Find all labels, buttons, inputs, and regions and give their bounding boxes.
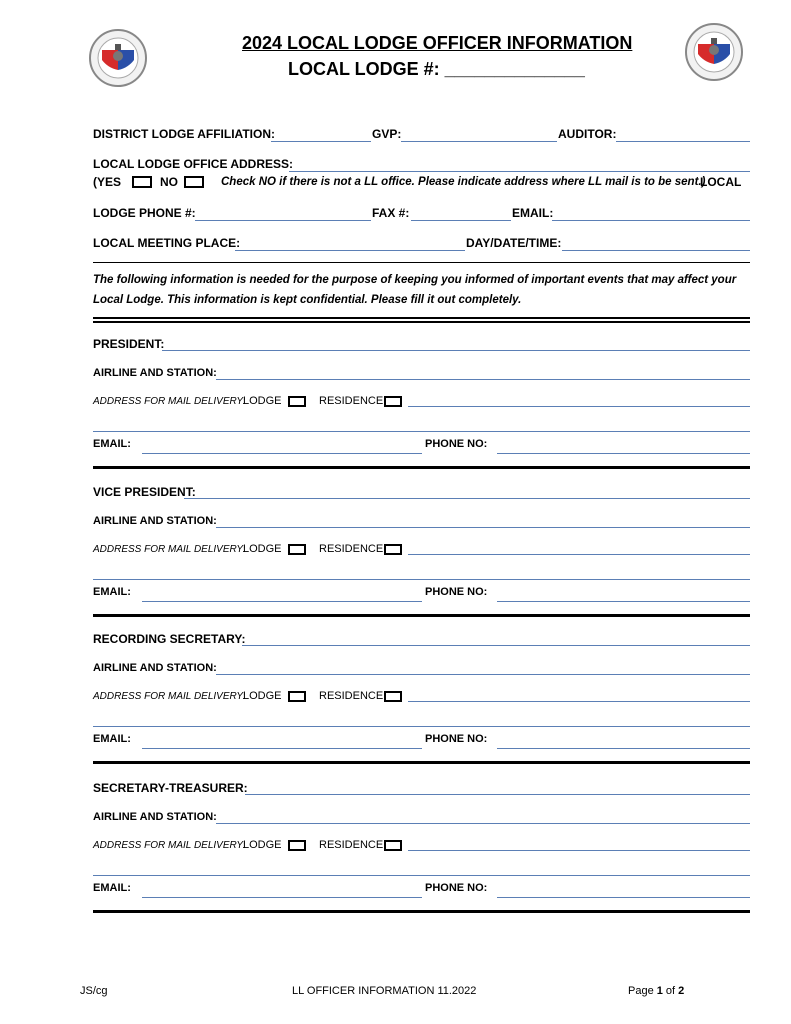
secretary-treasurer-lodge-label: LODGE: [243, 839, 282, 851]
district-lodge-field[interactable]: [271, 141, 371, 142]
recording-secretary-mail-address-field[interactable]: [408, 701, 750, 702]
recording-secretary-title-label: RECORDING SECRETARY:: [93, 632, 246, 646]
president-lodge-checkbox[interactable]: [288, 396, 306, 407]
recording-secretary-residence-label: RESIDENCE: [319, 690, 384, 702]
footer-document-name: LL OFFICER INFORMATION 11.2022: [292, 985, 477, 997]
recording-secretary-section-divider: [93, 761, 750, 764]
office-yes-checkbox[interactable]: [132, 176, 152, 188]
secretary-treasurer-mail-address-field[interactable]: [408, 850, 750, 851]
union-seal-logo-left: [88, 28, 148, 88]
recording-secretary-mail-label: ADDRESS FOR MAIL DELIVERY:: [93, 691, 246, 702]
vice-president-residence-label: RESIDENCE: [319, 543, 384, 555]
fax-label: FAX #:: [372, 206, 410, 220]
president-name-field[interactable]: [162, 350, 750, 351]
vice-president-lodge-checkbox[interactable]: [288, 544, 306, 555]
secretary-treasurer-email-field[interactable]: [142, 897, 422, 898]
secretary-treasurer-airline-field[interactable]: [216, 823, 750, 824]
vice-president-section-divider: [93, 614, 750, 617]
secretary-treasurer-phone-label: PHONE NO:: [425, 882, 488, 894]
form-title: 2024 LOCAL LODGE OFFICER INFORMATION: [242, 33, 633, 53]
recording-secretary-residence-checkbox[interactable]: [384, 691, 402, 702]
president-mail-address-field[interactable]: [408, 406, 750, 407]
vice-president-name-field[interactable]: [184, 498, 750, 499]
notice-top-rule: [93, 262, 750, 263]
recording-secretary-airline-field[interactable]: [216, 674, 750, 675]
auditor-label: AUDITOR:: [558, 127, 617, 141]
vice-president-email-label: EMAIL:: [93, 586, 131, 598]
vice-president-lodge-label: LODGE: [243, 543, 282, 555]
president-airline-field[interactable]: [216, 379, 750, 380]
lodge-email-label: EMAIL:: [512, 206, 554, 220]
office-note: Check NO if there is not a LL office. Please indicate address where LL mail is to be sent.): [221, 176, 706, 188]
office-address-label: LOCAL LODGE OFFICE ADDRESS:: [93, 157, 294, 171]
secretary-treasurer-title-label: SECRETARY-TREASURER:: [93, 781, 248, 795]
president-phone-label: PHONE NO:: [425, 438, 488, 450]
double-rule-lower: [93, 321, 750, 323]
vice-president-residence-checkbox[interactable]: [384, 544, 402, 555]
secretary-treasurer-residence-checkbox[interactable]: [384, 840, 402, 851]
secretary-treasurer-phone-field[interactable]: [497, 897, 750, 898]
recording-secretary-phone-label: PHONE NO:: [425, 733, 488, 745]
union-seal-logo-right: [684, 22, 744, 82]
secretary-treasurer-mail-label: ADDRESS FOR MAIL DELIVERY:: [93, 840, 246, 851]
lodge-phone-field[interactable]: [195, 220, 371, 221]
president-mail-address-line2[interactable]: [93, 431, 750, 432]
confidential-notice: The following information is needed for the purpose of keeping you informed of important events that may affect your Local Lodge. This information is kept confidential. Please fill it out completely.: [93, 274, 737, 306]
president-email-label: EMAIL:: [93, 438, 131, 450]
secretary-treasurer-section-divider: [93, 910, 750, 913]
vice-president-phone-field[interactable]: [497, 601, 750, 602]
recording-secretary-lodge-checkbox[interactable]: [288, 691, 306, 702]
secretary-treasurer-lodge-checkbox[interactable]: [288, 840, 306, 851]
president-mail-label: ADDRESS FOR MAIL DELIVERY:: [93, 396, 246, 407]
president-residence-label: RESIDENCE: [319, 395, 384, 407]
secretary-treasurer-email-label: EMAIL:: [93, 882, 131, 894]
vice-president-mail-label: ADDRESS FOR MAIL DELIVERY:: [93, 544, 246, 555]
vice-president-title-label: VICE PRESIDENT:: [93, 485, 196, 499]
president-section-divider: [93, 466, 750, 469]
office-note-end: LOCAL: [700, 175, 742, 189]
president-lodge-label: LODGE: [243, 395, 282, 407]
recording-secretary-lodge-label: LODGE: [243, 690, 282, 702]
double-rule-upper: [93, 317, 750, 319]
yes-label: (YES: [93, 175, 122, 189]
secretary-treasurer-name-field[interactable]: [245, 794, 750, 795]
secretary-treasurer-airline-label: AIRLINE AND STATION:: [93, 811, 217, 823]
footer-page-number: Page 1 of 2: [628, 985, 685, 997]
day-date-time-label: DAY/DATE/TIME:: [466, 236, 562, 250]
recording-secretary-airline-label: AIRLINE AND STATION:: [93, 662, 217, 674]
president-phone-field[interactable]: [497, 453, 750, 454]
lodge-phone-label: LODGE PHONE #:: [93, 206, 196, 220]
no-label: NO: [160, 175, 178, 189]
recording-secretary-mail-address-line2[interactable]: [93, 726, 750, 727]
secretary-treasurer-residence-label: RESIDENCE: [319, 839, 384, 851]
local-lodge-number-heading: LOCAL LODGE #: ______________: [288, 59, 585, 79]
president-title-label: PRESIDENT:: [93, 337, 165, 351]
lodge-email-field[interactable]: [552, 220, 750, 221]
vice-president-phone-label: PHONE NO:: [425, 586, 488, 598]
auditor-field[interactable]: [616, 141, 750, 142]
meeting-place-field[interactable]: [235, 250, 465, 251]
vice-president-airline-field[interactable]: [216, 527, 750, 528]
meeting-place-label: LOCAL MEETING PLACE:: [93, 236, 241, 250]
gvp-label: GVP:: [372, 127, 402, 141]
recording-secretary-phone-field[interactable]: [497, 748, 750, 749]
office-no-checkbox[interactable]: [184, 176, 204, 188]
fax-field[interactable]: [411, 220, 511, 221]
vice-president-email-field[interactable]: [142, 601, 422, 602]
gvp-field[interactable]: [401, 141, 557, 142]
vice-president-mail-address-field[interactable]: [408, 554, 750, 555]
president-airline-label: AIRLINE AND STATION:: [93, 367, 217, 379]
recording-secretary-email-field[interactable]: [142, 748, 422, 749]
president-residence-checkbox[interactable]: [384, 396, 402, 407]
vice-president-mail-address-line2[interactable]: [93, 579, 750, 580]
office-address-field[interactable]: [289, 171, 750, 172]
day-date-time-field[interactable]: [562, 250, 750, 251]
recording-secretary-email-label: EMAIL:: [93, 733, 131, 745]
vice-president-airline-label: AIRLINE AND STATION:: [93, 515, 217, 527]
president-email-field[interactable]: [142, 453, 422, 454]
footer-initials: JS/cg: [80, 985, 108, 997]
recording-secretary-name-field[interactable]: [242, 645, 750, 646]
district-lodge-label: DISTRICT LODGE AFFILIATION:: [93, 127, 275, 141]
secretary-treasurer-mail-address-line2[interactable]: [93, 875, 750, 876]
